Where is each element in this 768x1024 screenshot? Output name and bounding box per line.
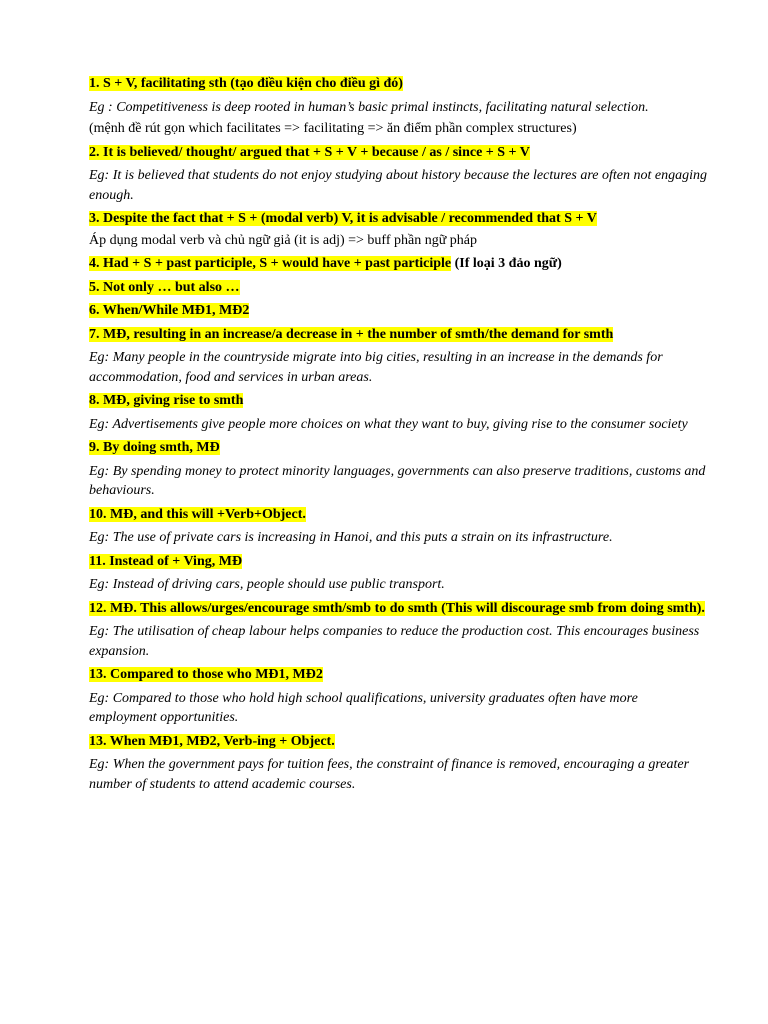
note-1: (mệnh đề rút gọn which facilitates => facilitating => ăn điểm phần complex structures) — [89, 121, 577, 136]
example-sentence-7: Eg: Many people in the countryside migrate into big cities, resulting in an increase in the demands for accommodation, food and services in urban areas. — [89, 350, 663, 385]
structure-heading-13a — [89, 665, 707, 685]
example-sentence-11: Eg: Instead of driving cars, people should use public transport. — [89, 577, 445, 592]
structure-heading-1 — [89, 74, 707, 94]
heading-highlight: 8. MĐ, giving rise to smth — [89, 393, 244, 408]
document-page — [89, 74, 707, 794]
structure-heading-8 — [89, 391, 707, 411]
heading-highlight: 7. MĐ, resulting in an increase/a decrease in + the number of smth/the demand for smth — [89, 326, 614, 342]
structure-heading-12 — [89, 599, 707, 619]
example-sentence-13a: Eg: Compared to those who hold high school qualifications, university graduates often have more employment opportunities. — [89, 690, 638, 725]
heading-highlight: 5. Not only … but also … — [89, 279, 240, 295]
heading-highlight: 9. By doing smth, MĐ — [89, 440, 220, 455]
example-sentence-9: Eg: By spending money to protect minority languages, governments can also preserve traditions, customs and behaviours. — [89, 463, 706, 498]
structure-heading-10 — [89, 505, 707, 525]
structure-heading-13b — [89, 732, 707, 752]
heading-highlight: 2. It is believed/ thought/ argued that + S + V + because / as / since + S + V — [89, 144, 530, 160]
example-sentence-1: Eg : Competitiveness is deep rooted in human’s basic primal instincts, facilitating natural selection. — [89, 99, 649, 115]
note-3: Áp dụng modal verb và chủ ngữ giả (it is adj) => buff phần ngữ pháp — [89, 232, 478, 248]
structure-heading-3 — [89, 209, 707, 229]
structure-heading-7 — [89, 325, 707, 345]
structure-heading-4 — [89, 254, 707, 274]
heading-highlight: 12. MĐ. This allows/urges/encourage smth/smb to do smth (This will discourage smb from doing smth). — [89, 600, 705, 616]
heading-tail: (If loại 3 đảo ngữ) — [451, 256, 562, 271]
heading-highlight: 6. When/While MĐ1, MĐ2 — [89, 303, 250, 318]
structure-heading-6 — [89, 301, 707, 321]
heading-highlight: 13. When MĐ1, MĐ2, Verb-ing + Object. — [89, 733, 335, 749]
example-sentence-8: Eg: Advertisements give people more choices on what they want to buy, giving rise to the consumer society — [89, 416, 688, 432]
heading-highlight: 11. Instead of + Ving, MĐ — [89, 553, 243, 569]
structure-heading-9 — [89, 438, 707, 458]
heading-highlight: 13. Compared to those who MĐ1, MĐ2 — [89, 667, 323, 682]
example-sentence-10: Eg: The use of private cars is increasing in Hanoi, and this puts a strain on its infrastructure. — [89, 530, 613, 545]
example-sentence-2: Eg: It is believed that students do not enjoy studying about history because the lectures are often not engaging enough. — [89, 168, 707, 203]
heading-highlight: 10. MĐ, and this will +Verb+Object. — [89, 506, 306, 522]
example-sentence-12: Eg: The utilisation of cheap labour helps companies to reduce the production cost. This encourages business expansion. — [89, 624, 700, 659]
structure-heading-11 — [89, 552, 707, 572]
structure-heading-2 — [89, 143, 707, 163]
structure-heading-5 — [89, 278, 707, 298]
heading-highlight: 1. S + V, facilitating sth (tạo điều kiện cho điều gì đó) — [89, 76, 403, 91]
heading-highlight: 3. Despite the fact that + S + (modal verb) V, it is advisable / recommended that S + V — [89, 211, 597, 226]
example-sentence-13b: Eg: When the government pays for tuition fees, the constraint of finance is removed, encouraging a greater number of students to attend academic courses. — [89, 757, 690, 792]
heading-highlight: 4. Had + S + past participle, S + would have + past participle — [89, 256, 452, 271]
